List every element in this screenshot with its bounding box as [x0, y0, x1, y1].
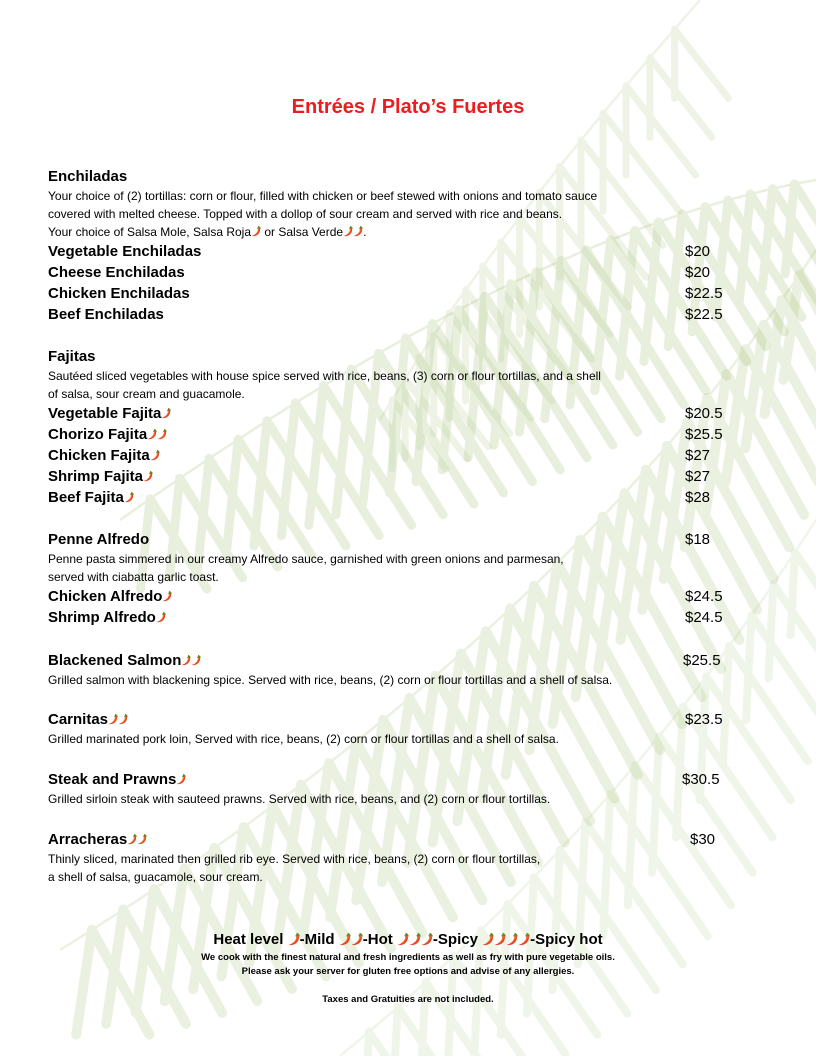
section-blackened-salmon [48, 650, 768, 689]
item-price: $20.5 [685, 405, 723, 422]
item-name [48, 405, 171, 422]
section-steak-and-prawns [48, 769, 768, 808]
item-name [48, 447, 160, 464]
chili-pepper-icon [506, 933, 518, 946]
heat-indicator [124, 489, 134, 506]
chili-pepper-icon [118, 714, 128, 725]
item-price: $25.5 [685, 426, 723, 443]
section-title: Fajitas [48, 348, 96, 365]
item-name-text: Chorizo Fajita [48, 426, 148, 443]
section-price: $18 [685, 531, 711, 548]
section-title [48, 711, 128, 728]
legend-spicy-hot: -Spicy hot [530, 931, 603, 948]
heat-indicator [176, 771, 186, 788]
legend-label: Heat level [213, 931, 288, 948]
item-price: $20 [685, 243, 711, 260]
description-line: served with ciabatta garlic toast. [48, 570, 219, 584]
footer-note: We cook with the finest natural and fresh ingredients as well as fry with pure vegetable oils. [201, 952, 615, 963]
item-name [48, 426, 167, 443]
sauce-text: Your choice of Salsa Mole, Salsa Roja [48, 225, 252, 239]
chili-pepper-icon [421, 933, 433, 946]
menu-item [48, 466, 768, 487]
chili-pepper-icon [157, 429, 167, 440]
menu-item [48, 304, 768, 325]
section-description [48, 671, 728, 689]
section-description [48, 367, 728, 403]
section-carnitas [48, 709, 768, 748]
description-line: Thinly sliced, marinated then grilled rib eye. Served with rice, beans, (2) corn or flour tortillas, [48, 852, 541, 866]
item-price: $24.5 [685, 609, 723, 626]
heat-indicator [127, 831, 147, 848]
item-price: $22.5 [685, 285, 723, 302]
chili-pepper-icon [251, 226, 261, 237]
chili-pepper-icon [191, 655, 201, 666]
chili-pepper-icon [339, 933, 351, 946]
chili-pepper-icon [494, 933, 506, 946]
heat-indicator [156, 609, 166, 626]
section-price: $23.5 [685, 711, 723, 728]
heat-indicator [108, 711, 128, 728]
legend-spicy: -Spicy [432, 931, 483, 948]
chili-pepper-icon [343, 226, 353, 237]
description-line: Grilled sirloin steak with sauteed prawns. Served with rice, beans, and (2) corn or flour tortillas. [48, 792, 551, 806]
description-line: a shell of salsa, guacamole, sour cream. [48, 870, 263, 884]
chili-pepper-icon [147, 429, 157, 440]
item-name: Beef Enchiladas [48, 306, 164, 323]
item-name [48, 489, 134, 506]
heat-indicator [339, 931, 363, 948]
menu-item [48, 586, 768, 607]
item-name: Vegetable Enchiladas [48, 243, 202, 260]
section-title-text: Arracheras [48, 831, 128, 848]
item-price: $27 [685, 447, 711, 464]
chili-pepper-icon [162, 591, 172, 602]
heat-indicator [150, 447, 160, 464]
section-price: $25.5 [683, 652, 721, 669]
menu-item [48, 262, 768, 283]
section-title-text: Steak and Prawns [48, 771, 177, 788]
sauce-text: or Salsa Verde [261, 225, 344, 239]
item-name [48, 609, 166, 626]
legend-hot: -Hot [362, 931, 397, 948]
sauce-choice-line [48, 223, 728, 241]
item-name-text: Vegetable Fajita [48, 405, 162, 422]
section-title-text: Blackened Salmon [48, 652, 182, 669]
heat-indicator [343, 225, 363, 239]
description-line: Grilled salmon with blackening spice. Served with rice, beans, (2) corn or flour tortillas and a shell of salsa. [48, 673, 613, 687]
section-description [48, 790, 688, 808]
page-title: Entrées / Plato’s Fuertes [291, 96, 525, 118]
section-description [48, 850, 688, 886]
section-title [48, 652, 201, 669]
item-price: $27 [685, 468, 711, 485]
menu-item [48, 283, 768, 304]
section-penne-alfredo [48, 529, 768, 628]
item-name-text: Shrimp Alfredo [48, 609, 156, 626]
menu-item [48, 424, 768, 445]
section-title: Penne Alfredo [48, 531, 150, 548]
legend-mild: -Mild [299, 931, 339, 948]
heat-indicator [143, 468, 153, 485]
taxes-note: Taxes and Gratuities are not included. [322, 994, 494, 1005]
section-description [48, 550, 688, 586]
menu-item [48, 607, 768, 628]
chili-pepper-icon [137, 834, 147, 845]
section-title [48, 831, 147, 848]
heat-indicator [181, 652, 201, 669]
chili-pepper-icon [409, 933, 421, 946]
chili-pepper-icon [161, 408, 171, 419]
item-price: $28 [685, 489, 711, 506]
chili-pepper-icon [397, 933, 409, 946]
section-fajitas [48, 346, 768, 508]
heat-indicator [251, 225, 261, 239]
heat-indicator [482, 931, 530, 948]
description-line: Sautéed sliced vegetables with house spice served with rice, beans, (3) corn or flour tortillas, and a shell [48, 369, 601, 383]
chili-pepper-icon [351, 933, 363, 946]
section-description [48, 730, 688, 748]
section-arracheras [48, 829, 768, 886]
chili-pepper-icon [518, 933, 530, 946]
heat-indicator [147, 426, 167, 443]
heat-indicator [288, 931, 300, 948]
menu-item [48, 487, 768, 508]
heat-indicator [162, 588, 172, 605]
item-name-text: Chicken Alfredo [48, 588, 163, 605]
chili-pepper-icon [181, 655, 191, 666]
chili-pepper-icon [108, 714, 118, 725]
item-name-text: Beef Fajita [48, 489, 124, 506]
item-name-text: Chicken Fajita [48, 447, 150, 464]
section-enchiladas [48, 166, 768, 325]
chili-pepper-icon [127, 834, 137, 845]
description-line: Grilled marinated pork loin, Served with rice, beans, (2) corn or flour tortillas and a shell of salsa. [48, 732, 559, 746]
heat-indicator [397, 931, 433, 948]
menu-item [48, 241, 768, 262]
item-name: Cheese Enchiladas [48, 264, 185, 281]
item-name [48, 468, 153, 485]
item-name: Chicken Enchiladas [48, 285, 190, 302]
chili-pepper-icon [176, 774, 186, 785]
chili-pepper-icon [288, 933, 300, 946]
section-title-text: Carnitas [48, 711, 109, 728]
menu-item [48, 445, 768, 466]
description-line: covered with melted cheese. Topped with a dollop of sour cream and served with rice and beans. [48, 207, 563, 221]
menu-item [48, 403, 768, 424]
sauce-text: . [363, 225, 367, 239]
description-line: Penne pasta simmered in our creamy Alfredo sauce, garnished with green onions and parmesan, [48, 552, 564, 566]
chili-pepper-icon [150, 450, 160, 461]
item-price: $22.5 [685, 306, 723, 323]
chili-pepper-icon [143, 471, 153, 482]
item-name-text: Shrimp Fajita [48, 468, 144, 485]
chili-pepper-icon [353, 226, 363, 237]
description-line: Your choice of (2) tortillas: corn or flour, filled with chicken or beef stewed with onions and tomato sauce [48, 189, 598, 203]
description-line: of salsa, sour cream and guacamole. [48, 387, 245, 401]
section-title [48, 771, 186, 788]
section-price: $30 [690, 831, 716, 848]
chili-pepper-icon [482, 933, 494, 946]
item-price: $24.5 [685, 588, 723, 605]
section-price: $30.5 [682, 771, 720, 788]
section-description [48, 187, 728, 241]
item-price: $20 [685, 264, 711, 281]
chili-pepper-icon [156, 612, 166, 623]
section-title: Enchiladas [48, 168, 128, 185]
heat-indicator [161, 405, 171, 422]
footer-note: Please ask your server for gluten free options and advise of any allergies. [241, 966, 575, 977]
heat-level-legend [0, 930, 816, 950]
chili-pepper-icon [124, 492, 134, 503]
item-name [48, 588, 172, 605]
